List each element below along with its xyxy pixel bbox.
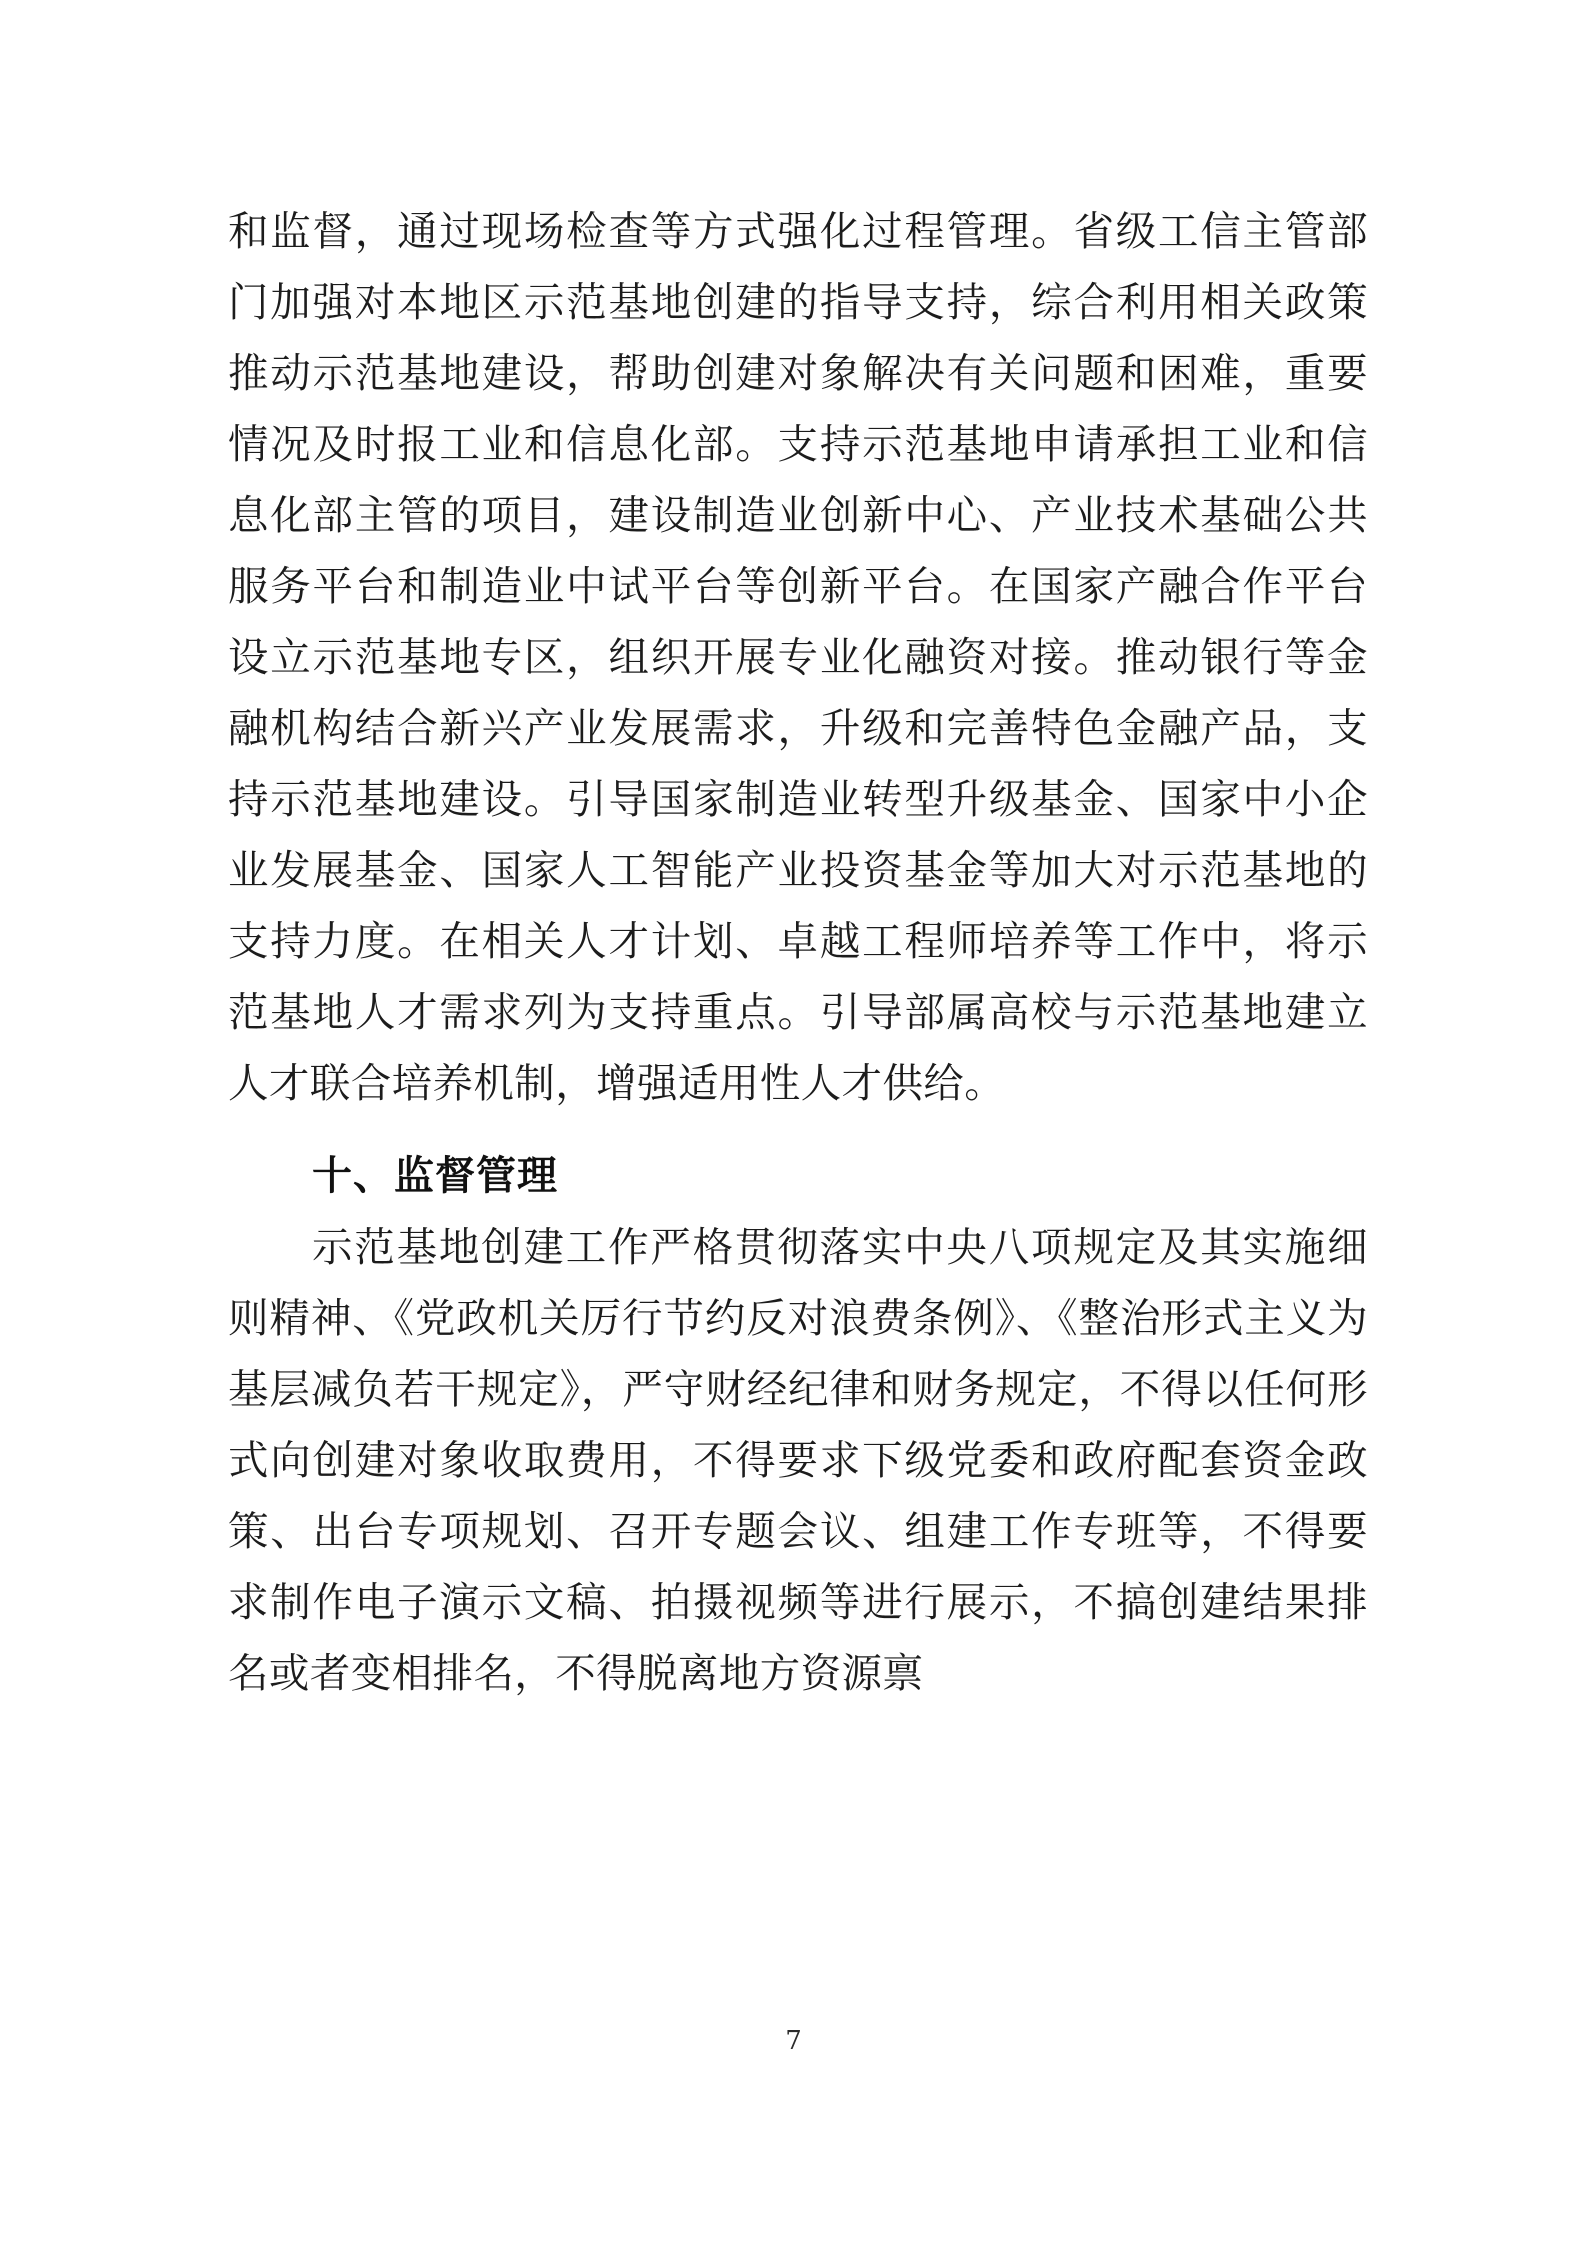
paragraph-continuation: 和监督，通过现场检查等方式强化过程管理。省级工信主管部门加强对本地区示范基地创建的指导支持，综合利用相关政策推动示范基地建设，帮助创建对象解决有关问题和困难，重要情况及时报工业和信息化部。支持示范基地申请承担工业和信息化部主管的项目，建设制造业创新中心、产业技术基础公共服务平台和制造业中试平台等创新平台。在国家产融合作平台设立示范基地专区，组织开展专业化融资对接。推动银行等金融机构结合新兴产业发展需求，升级和完善特色金融产品，支持示范基地建设。引导国家制造业转型升级基金、国家中小企业发展基金、国家人工智能产业投资基金等加大对示范基地的支持力度。在相关人才计划、卓越工程师培养等工作中，将示范基地人才需求列为支持重点。引导部属高校与示范基地建立人才联合培养机制，增强适用性人才供给。: [228, 207, 1368, 1107]
page-number: 7: [785, 2026, 802, 2056]
paragraph-spacer: [228, 1119, 1368, 1129]
document-body: [228, 196, 1368, 1709]
paragraph-supervision-body: 示范基地创建工作严格贯彻落实中央八项规定及其实施细则精神、《党政机关厉行节约反对浪费条例》、《整治形式主义为基层减负若干规定》，严守财经纪律和财务规定，不得以任何形式向创建对象收取费用，不得要求下级党委和政府配套资金政策、出台专项规划、召开专题会议、组建工作专班等，不得要求制作电子演示文稿、拍摄视频等进行展示，不搞创建结果排名或者变相排名，不得脱离地方资源禀: [228, 1223, 1368, 1697]
section-heading-supervision: 十、监督管理: [312, 1153, 558, 1199]
